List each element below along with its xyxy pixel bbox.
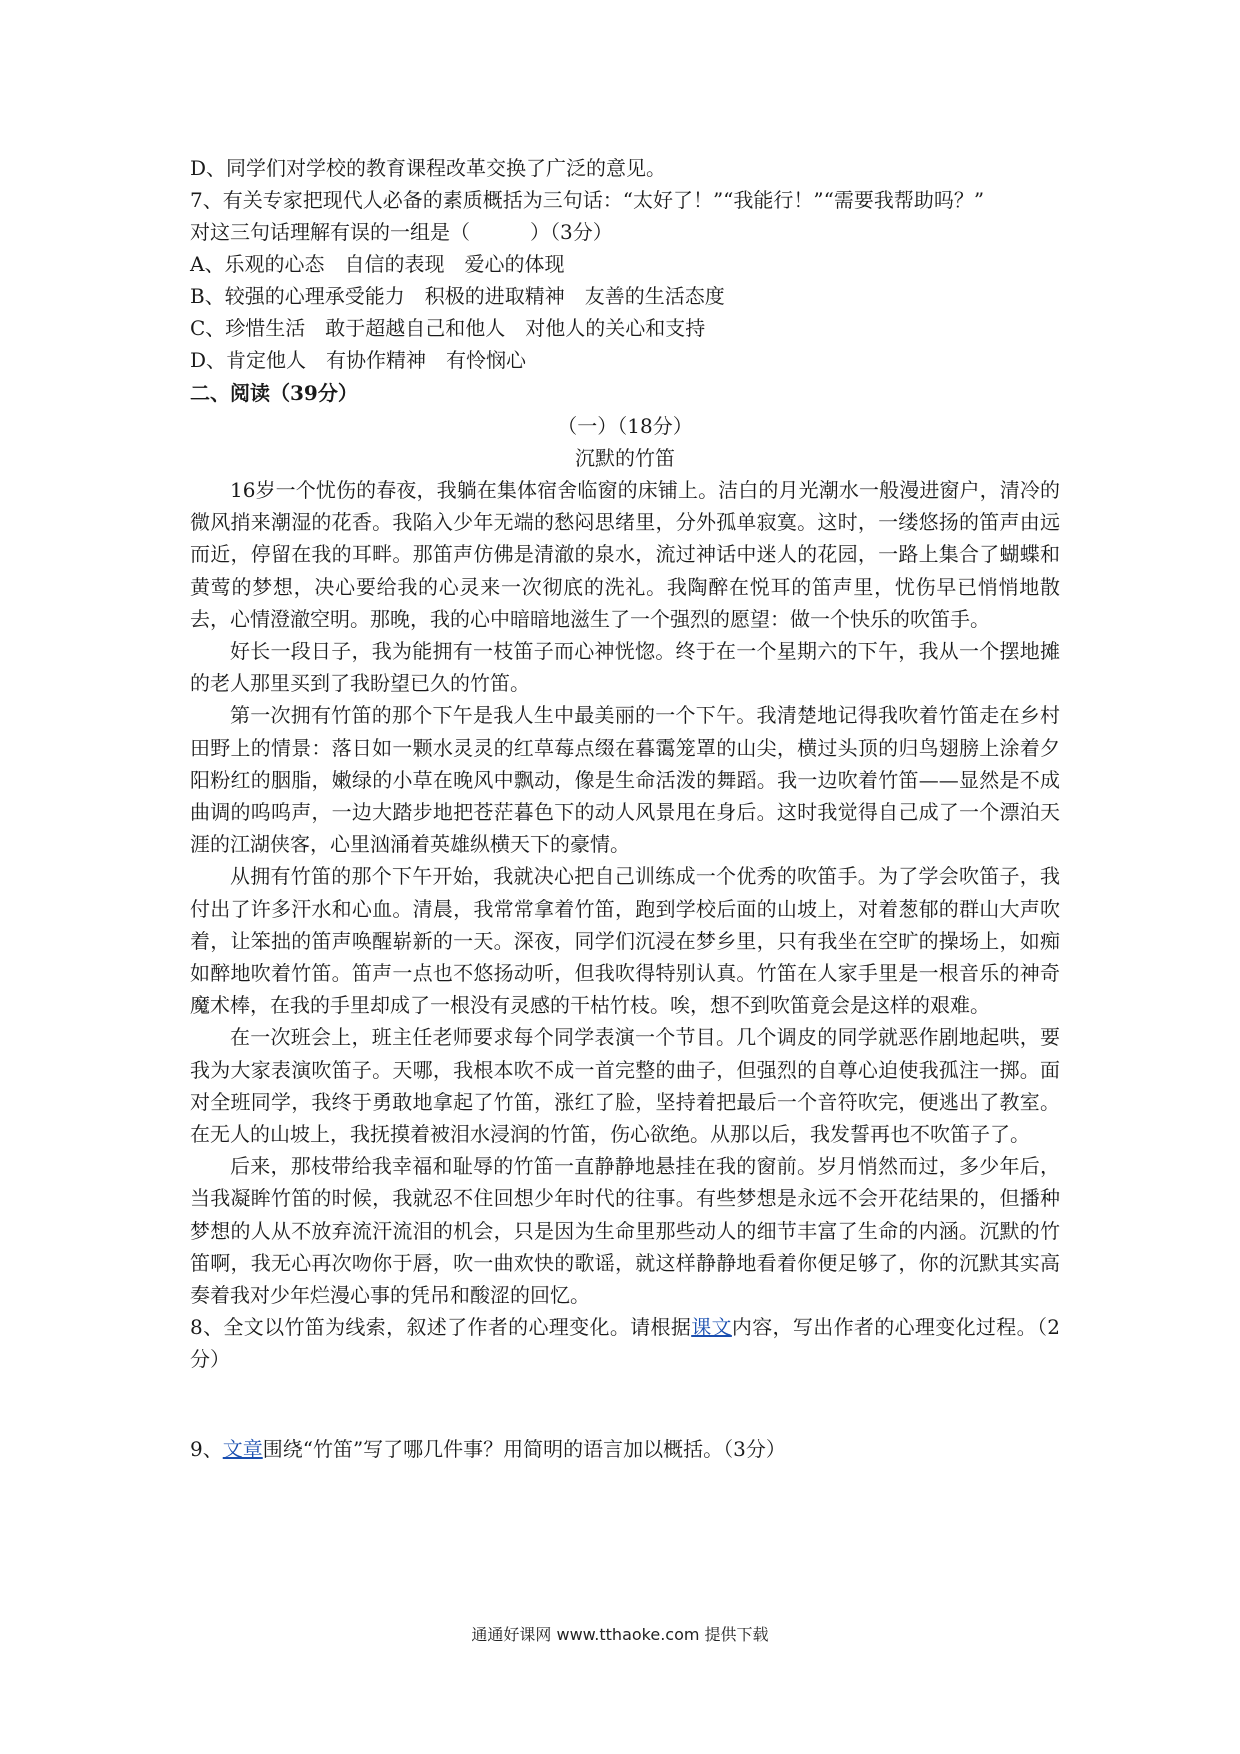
q9-text-after: 围绕“竹笛”写了哪几件事？用简明的语言加以概括。（3分）	[262, 1437, 786, 1462]
exam-page	[190, 152, 1060, 1465]
q7-stem-line1: 7、有关专家把现代人必备的素质概括为三句话：“太好了！”“我能行！”“需要我帮助吗？”	[190, 188, 985, 212]
q7-option-a: A、乐观的心态 自信的表现 爱心的体现	[190, 252, 565, 276]
q8-link-kewen[interactable]: 课文	[691, 1315, 732, 1340]
article-title: 沉默的竹笛	[575, 446, 675, 470]
q7-option-b: B、较强的心理承受能力 积极的进取精神 友善的生活态度	[190, 284, 725, 308]
q7-stem-line2: 对这三句话理解有误的一组是（ ）（3分）	[190, 220, 613, 244]
q9-number: 9、	[190, 1437, 223, 1462]
q8	[190, 1311, 1060, 1375]
q6-option-d: D、同学们对学校的教育课程改革交换了广泛的意见。	[190, 156, 667, 180]
article-paragraph-2: 好长一段日子，我为能拥有一枝笛子而心神恍惚。终于在一个星期六的下午，我从一个摆地摊的老人那里买到了我盼望已久的竹笛。	[190, 639, 1060, 696]
article-paragraph-1: 16岁一个忧伤的春夜，我躺在集体宿舍临窗的床铺上。洁白的月光潮水一般漫进窗户，清冷的微风捎来潮湿的花香。我陷入少年无端的愁闷思绪里，分外孤单寂寞。这时，一缕悠扬的笛声由远而近，停留在我的耳畔。那笛声仿佛是清澈的泉水，流过神话中迷人的花园，一路上集合了蝴蝶和黄莺的梦想，决心要给我的心灵来一次彻底的洗礼。我陶醉在悦耳的笛声里，忧伤早已悄悄地散去，心情澄澈空明。那晚，我的心中暗暗地滋生了一个强烈的愿望：做一个快乐的吹笛手。	[190, 478, 1060, 631]
q7-option-c: C、珍惜生活 敢于超越自己和他人 对他人的关心和支持	[190, 316, 706, 340]
part-label: （一）（18分）	[557, 414, 693, 438]
article-paragraph-3: 第一次拥有竹笛的那个下午是我人生中最美丽的一个下午。我清楚地记得我吹着竹笛走在乡村田野上的情景：落日如一颗水灵灵的红草莓点缀在暮霭笼罩的山尖，横过头顶的归鸟翅膀上涂着夕阳粉红的胭脂，嫩绿的小草在晚风中飘动，像是生命活泼的舞蹈。我一边吹着竹笛——显然是不成曲调的呜呜声，一边大踏步地把苍茫暮色下的动人风景甩在身后。这时我觉得自己成了一个漂泊天涯的江湖侠客，心里汹涌着英雄纵横天下的豪情。	[190, 703, 1060, 857]
q8-text-before: 8、全文以竹笛为线索，叙述了作者的心理变化。请根据	[190, 1315, 692, 1340]
q7-option-d: D、肯定他人 有协作精神 有怜悯心	[190, 348, 527, 372]
article-body	[190, 474, 1060, 1311]
q9-link-wenzhang[interactable]: 文章	[222, 1437, 263, 1462]
article-paragraph-4: 从拥有竹笛的那个下午开始，我就决心把自己训练成一个优秀的吹笛手。为了学会吹笛子，我付出了许多汗水和心血。清晨，我常常拿着竹笛，跑到学校后面的山坡上，对着葱郁的群山大声吹着，让笨拙的笛声唤醒崭新的一天。深夜，同学们沉浸在梦乡里，只有我坐在空旷的操场上，如痴如醉地吹着竹笛。笛声一点也不悠扬动听，但我吹得特别认真。竹笛在人家手里是一根音乐的神奇魔术棒，在我的手里却成了一根没有灵感的干枯竹枝。唉，想不到吹笛竟会是这样的艰难。	[190, 864, 1060, 1018]
page-footer: 通通好课网 www.tthaoke.com 提供下载	[471, 1625, 769, 1644]
section-heading: 二、阅读（39分）	[190, 381, 358, 405]
article-paragraph-6: 后来，那枝带给我幸福和耻辱的竹笛一直静静地悬挂在我的窗前。岁月悄然而过，多少年后，当我凝眸竹笛的时候，我就忍不住回想少年时代的往事。有些梦想是永远不会开花结果的，但播种梦想的人从不放弃流汗流泪的机会，只是因为生命里那些动人的细节丰富了生命的内涵。沉默的竹笛啊，我无心再次吻你于唇，吹一曲欢快的歌谣，就这样静静地看着你便足够了，你的沉默其实高奏着我对少年烂漫心事的凭吊和酸涩的回忆。	[190, 1154, 1060, 1308]
article-paragraph-5: 在一次班会上，班主任老师要求每个同学表演一个节目。几个调皮的同学就恶作剧地起哄，要我为大家表演吹笛子。天哪，我根本吹不成一首完整的曲子，但强烈的自尊心迫使我孤注一掷。面对全班同学，我终于勇敢地拿起了竹笛，涨红了脸，坚持着把最后一个音符吹完，便逃出了教室。在无人的山坡上，我抚摸着被泪水浸润的竹笛，伤心欲绝。从那以后，我发誓再也不吹笛子了。	[190, 1025, 1060, 1147]
q9	[190, 1433, 1060, 1465]
answer-space-q8	[190, 1375, 1060, 1433]
q8-text-after: 内容，写出作者的心理变化过程。（2分）	[190, 1315, 1061, 1372]
